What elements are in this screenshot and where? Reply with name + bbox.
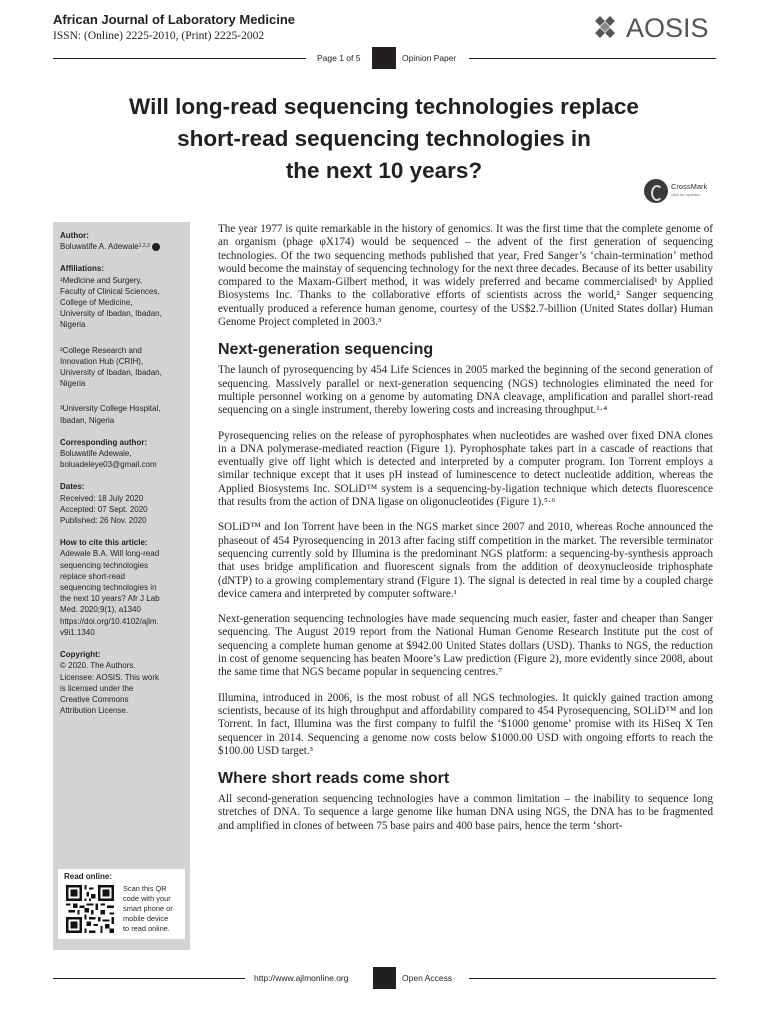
footer-rule-left <box>53 978 245 979</box>
paragraph: The launch of pyrosequencing by 454 Life Sciences in 2005 marked the beginning of the second generation of sequencing. Massively parallel or next-generation sequencing (NGS) technologies eliminated the need for multiple personnel working on a genome by automating DNA cleavage, amplification and parallel short-read sequencing on a single instrument, thereby lowering costs and increasing throughput.¹·⁴ <box>218 364 713 417</box>
cite-line: the next 10 years? Afr J Lab <box>60 594 160 604</box>
date-published: Published: 26 Nov. 2020 <box>60 516 147 526</box>
affiliation-line: University of Ibadan, Ibadan, <box>60 368 162 378</box>
copyright-heading: Copyright: <box>60 650 101 660</box>
copyright-line: Licensee: AOSIS. This work <box>60 672 160 682</box>
footer-rule-right <box>469 978 716 979</box>
copyright-line: © 2020. The Authors. <box>60 661 136 671</box>
section-heading: Where short reads come short <box>218 770 450 788</box>
paragraph: Illumina, introduced in 2006, is the most robust of all NGS technologies. It quickly gained traction among scientists, because of its high throughput and affordability compared to 454 Pyrosequencing, SOLiD™ and Ion Torrent. In fact, Illumina was the first company to fulfil the ‘$1000 genome’ promise with its HiSeq X Ten sequencer in 2014. Sequencing a genome now costs below $1000.00 USD with ongoing efforts to reach the $100.00 USD target.³ <box>218 691 713 757</box>
cite-heading: How to cite this article: <box>60 538 148 548</box>
header-rule-left <box>53 58 306 59</box>
crossmark-sub: click for updates <box>671 192 700 197</box>
affiliation-line: Innovation Hub (CRIH), <box>60 356 144 366</box>
page-number: Page 1 of 5 <box>317 53 361 63</box>
cite-line: Adewale B.A. Will long-read <box>60 549 160 559</box>
header-rule-right <box>469 58 716 59</box>
cite-line: Med. 2020;9(1), a1340 <box>60 605 141 615</box>
dates-heading: Dates: <box>60 482 85 492</box>
qr-code-icon[interactable] <box>66 885 114 933</box>
affiliation-line: Faculty of Clinical Sciences, <box>60 286 160 296</box>
cite-line: sequencing technologies in <box>60 583 157 593</box>
corresponding-name: Boluwatife Adewale, <box>60 449 132 459</box>
cite-doi-link[interactable]: v9i1.1340 <box>60 627 95 637</box>
author-name: Boluwatife A. Adewale <box>60 242 139 252</box>
affiliation-line: College of Medicine, <box>60 298 133 308</box>
crossmark-label: CrossMark <box>671 182 708 191</box>
logo-text: AOSIS <box>626 12 709 43</box>
crossmark-button[interactable] <box>644 178 716 204</box>
affiliation-line: Ibadan, Nigeria <box>60 415 115 425</box>
qr-text-line: Scan this QR <box>123 884 167 893</box>
issn: ISSN: (Online) 2225-2010, (Print) 2225-2002 <box>53 30 265 42</box>
cite-line: replace short-read <box>60 571 125 581</box>
paragraph: Next-generation sequencing technologies have made sequencing much easier, faster and cheaper than Sanger sequencing. The August 2019 report from the National Human Genome Research Institute put the cost of sequencing a complete human genome at $942.00 United States dollars (USD). Thanks to NGS, the reduction in cost of genome sequencing has beaten Moore’s Law prediction (Figure 2), more evidently since 2008, about the same time that NGS became popular in sequencing centres.⁷ <box>218 613 713 679</box>
affiliation-line: ²College Research and <box>60 345 142 355</box>
qr-text-line: smart phone or <box>123 904 173 913</box>
read-online-box <box>58 869 185 939</box>
article-title <box>60 91 708 187</box>
qr-text-line: code with your <box>123 894 171 903</box>
header-marker <box>372 47 396 69</box>
date-accepted: Accepted: 07 Sept. 2020 <box>60 504 148 514</box>
affiliation-line: ¹Medicine and Surgery, <box>60 275 143 285</box>
open-access-label: Open Access <box>402 973 453 983</box>
qr-instructions <box>123 884 183 934</box>
article-type: Opinion Paper <box>402 53 457 63</box>
title-line: the next 10 years? <box>285 158 483 183</box>
paragraph: Pyrosequencing relies on the release of pyrophosphates when nucleotides are washed over fixed DNA clones in a DNA polymerase-mediated reaction (Figure 1). Pyrophosphate takes part in a cascade of reactions that eventually give off light which is detected and interpreted by a computer program. Ion Torrent employs a similar technique except that it uses pH instead of luminescence to detect nucleotide addition, whereas the Applied Biosystems Inc. SOLiD™ system is a sequencing-by-ligation technique which detects fluorescence that results from the action of DNA ligase on oligonucleotides (Figure 1).⁵·⁶ <box>218 429 713 509</box>
author-heading: Author: <box>60 231 89 240</box>
qr-text-line: to read online. <box>123 924 170 933</box>
publisher-logo <box>594 12 718 44</box>
cite-line: sequencing technologies <box>60 560 149 570</box>
paragraph: All second-generation sequencing technologies have a common limitation – the inability to sequence long stretches of DNA. To sequence a large genome like human DNA using NGS, the DNA has to be fragmented and amplified in clones of between 75 base pairs and 400 base pairs, hence the term ‘short- <box>218 793 713 832</box>
orcid-icon[interactable] <box>152 243 160 251</box>
aosis-logo-icon <box>594 14 622 42</box>
copyright-line: Creative Commons <box>60 694 129 704</box>
cite-doi-link[interactable]: https://doi.org/10.4102/ajlm. <box>60 616 159 626</box>
qr-text-line: mobile device <box>123 914 169 923</box>
affiliation-line: University of Ibadan, Ibadan, <box>60 309 162 319</box>
corresponding-email[interactable]: boluadeleye03@gmail.com <box>60 460 157 470</box>
copyright-line: Attribution License. <box>60 706 129 716</box>
journal-name: African Journal of Laboratory Medicine <box>53 12 295 27</box>
article-sidebar <box>53 222 190 950</box>
copyright-line: is licensed under the <box>60 683 134 693</box>
affiliations-heading: Affiliations: <box>60 264 104 274</box>
title-line: Will long-read sequencing technologies replace <box>129 94 639 119</box>
section-heading: Next-generation sequencing <box>218 341 434 359</box>
corresponding-heading: Corresponding author: <box>60 437 148 447</box>
paragraph: SOLiD™ and Ion Torrent have been in the NGS market since 2007 and 2010, whereas Roche announced the phaseout of 454 Pyrosequencing in 2013 after facing stiff competition in the market. The reversible terminator sequencing currently sold by Illumina is the predominant NGS platform: a sequencing-by-synthesis approach that uses bridge amplification and fluorescent signals from the addition of deoxynucleoside triphosphate (dNTP) to a growing complementary strand (Figure 1). The signal is detected in real time by a coupled charge device camera and interpreted by computer software.¹ <box>218 521 713 600</box>
article-body <box>218 223 713 845</box>
crossmark-icon <box>644 179 668 203</box>
journal-url-link[interactable]: http://www.ajlmonline.org <box>254 973 349 983</box>
affiliation-line: Nigeria <box>60 379 86 389</box>
date-received: Received: 18 July 2020 <box>60 493 144 503</box>
affiliation-line: Nigeria <box>60 320 86 330</box>
read-online-label: Read online: <box>64 872 113 881</box>
title-line: short-read sequencing technologies in <box>177 126 591 151</box>
paragraph: The year 1977 is quite remarkable in the history of genomics. It was the first time that the complete genome of an organism (phage φX174) would be sequenced – the advent of the first generation of sequencing technologies. Of the two sequencing methods published that year, Fred Sanger’s ‘chain-termination’ method would become the mainstay of sequencing technology for the next three decades. Because of its better usability compared to the Maxam-Gilbert method, it was widely preferred and became commercialised¹ by Applied Biosystems Inc. Thanks to the collaborative efforts of scientists across the world,² Sanger sequencing eventually produced a reference human genome, courtesy of the US$2.7-billion (United States dollar) Human Genome Project completed in 2003.³ <box>218 223 713 329</box>
author-affiliation-sup: 1,2,3 <box>138 243 150 250</box>
footer-marker <box>373 967 396 989</box>
affiliation-line: ³University College Hospital, <box>60 404 161 414</box>
